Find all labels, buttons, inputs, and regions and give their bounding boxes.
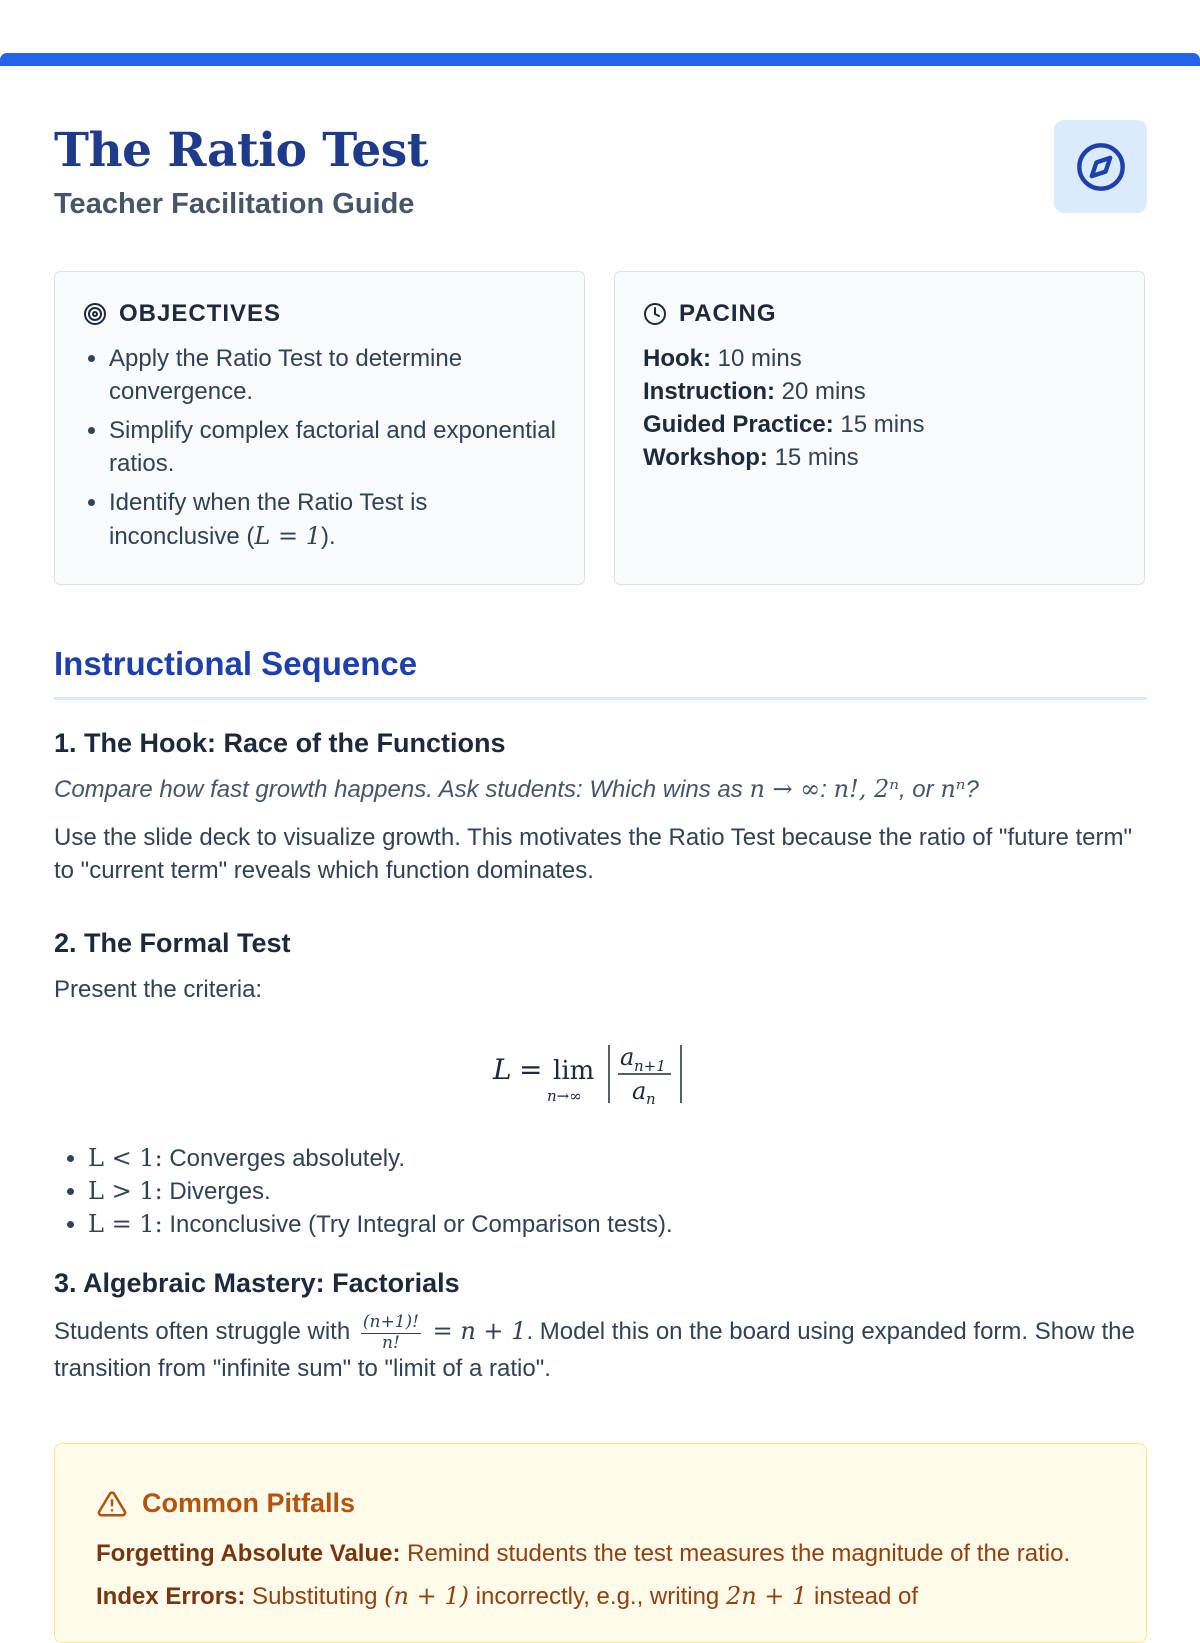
step-heading: 3. Algebraic Mastery: Factorials: [54, 1268, 460, 1298]
warning-icon: [96, 1489, 128, 1519]
svg-text:n: n: [645, 1089, 656, 1108]
ratio-test-formula: [54, 1037, 1147, 1116]
svg-text:=: =: [518, 1052, 542, 1086]
objective-item: [109, 414, 556, 480]
pacing-value: 15 mins: [840, 411, 925, 439]
pacing-card: [614, 271, 1145, 585]
criteria-list: [54, 1142, 1147, 1241]
pacing-label: Workshop:: [643, 444, 768, 472]
pacing-value: 10 mins: [717, 345, 802, 372]
objectives-heading: [83, 300, 556, 328]
objective-item: [109, 486, 556, 552]
compass-icon: [1075, 141, 1127, 193]
pitfalls-heading-text: Common Pitfalls: [142, 1488, 356, 1518]
objective-text: Simplify complex factorial and exponential ratios.: [109, 417, 556, 478]
pitfall-math: 2n + 1: [725, 1582, 808, 1611]
pitfall-item: [96, 1537, 1105, 1571]
step-lead: [54, 773, 1147, 807]
lead-text: ?: [965, 776, 979, 803]
pacing-row: [643, 375, 1116, 408]
pitfall-text: instead of: [807, 1583, 919, 1611]
criteria-item: [88, 1175, 1147, 1208]
lead-text: :: [820, 776, 834, 803]
criteria-condition: L > 1:: [88, 1176, 163, 1205]
criteria-text: Diverges.: [162, 1177, 271, 1205]
criteria-item: [88, 1208, 1147, 1241]
fraction-numerator: (n+1)!: [362, 1312, 419, 1332]
pitfall-text: incorrectly, e.g., writing: [468, 1583, 726, 1611]
pacing-row: [643, 441, 1116, 474]
objectives-list: [83, 342, 556, 553]
pacing-value: 15 mins: [774, 444, 859, 472]
objective-text: Identify when the Ratio Test is inconclusive (: [109, 489, 428, 550]
pitfall-label: Index Errors:: [96, 1583, 246, 1611]
clock-icon: [643, 302, 667, 326]
step-intro: Present the criteria:: [54, 976, 263, 1003]
lead-text: , or: [898, 776, 941, 803]
page-title: The Ratio Test: [54, 123, 428, 178]
svg-text:a: a: [619, 1042, 634, 1071]
objectives-card: [54, 271, 585, 585]
objective-text: Apply the Ratio Test to determine convergence.: [109, 345, 463, 406]
step-factorials: [54, 1268, 1147, 1386]
fraction-denominator: n!: [382, 1332, 400, 1353]
step-heading: 1. The Hook: Race of the Functions: [54, 728, 506, 758]
pacing-heading: [643, 300, 1116, 328]
pacing-heading-text: PACING: [679, 300, 777, 327]
pitfalls-callout: [54, 1443, 1147, 1643]
step-formal-test: [54, 928, 1147, 1241]
pitfall-text: Substituting: [245, 1583, 385, 1611]
body-math: = n + 1: [424, 1317, 527, 1346]
objectives-heading-text: OBJECTIVES: [119, 300, 282, 327]
criteria-item: [88, 1142, 1147, 1175]
lead-math: n → ∞: [749, 775, 821, 803]
compass-badge: [1054, 120, 1147, 213]
pitfall-label: Forgetting Absolute Value:: [96, 1540, 401, 1567]
pacing-label: Instruction:: [643, 378, 775, 406]
criteria-text: Inconclusive (Try Integral or Comparison tests).: [162, 1210, 673, 1238]
pacing-row: [643, 342, 1116, 375]
objective-math: L = 1: [254, 521, 321, 550]
target-icon: [83, 302, 107, 326]
section-title: Instructional Sequence: [54, 645, 1147, 700]
svg-text:lim: lim: [552, 1055, 594, 1086]
pacing-label: Guided Practice:: [643, 411, 834, 439]
criteria-condition: L < 1:: [88, 1143, 163, 1172]
step-body: Use the slide deck to visualize growth. This motivates the Ratio Test because the ratio of "future term" to "current term" reveals which function dominates.: [54, 823, 1133, 885]
svg-text:n+1: n+1: [633, 1056, 666, 1075]
lead-text: Compare how fast growth happens. Ask students: Which wins as: [54, 776, 750, 803]
step-hook: [54, 728, 1147, 888]
criteria-text: Converges absolutely.: [162, 1144, 406, 1172]
pitfall-item: [96, 1579, 1105, 1614]
pacing-label: Hook:: [643, 345, 711, 372]
pitfalls-heading: [96, 1488, 1105, 1519]
pacing-value: 20 mins: [781, 378, 866, 406]
formula-graphic: [491, 1037, 711, 1109]
svg-text:n→∞: n→∞: [546, 1086, 582, 1105]
body-text: Students often struggle with: [54, 1318, 357, 1346]
pitfall-math: (n + 1): [384, 1582, 469, 1611]
pacing-row: [643, 408, 1116, 441]
factorial-fraction: [361, 1313, 421, 1352]
step-body: [54, 1313, 1147, 1386]
top-accent-bar: [0, 53, 1200, 66]
pitfall-text: Remind students the test measures the magnitude of the ratio.: [400, 1540, 1071, 1567]
lead-math: nⁿ: [940, 775, 966, 803]
page-header: [54, 120, 1147, 220]
svg-text:L: L: [492, 1052, 512, 1086]
objective-text-end: ).: [320, 522, 336, 550]
lead-math: n!, 2ⁿ: [833, 775, 899, 803]
svg-text:a: a: [631, 1076, 646, 1105]
criteria-condition: L = 1:: [88, 1209, 163, 1238]
objective-item: [109, 342, 556, 408]
body-text: . Model this on the board using expanded form. Show the transition from "infinite sum" to "limit of a ratio".: [54, 1318, 1135, 1383]
step-heading: 2. The Formal Test: [54, 928, 291, 958]
page-subtitle: Teacher Facilitation Guide: [54, 188, 415, 220]
